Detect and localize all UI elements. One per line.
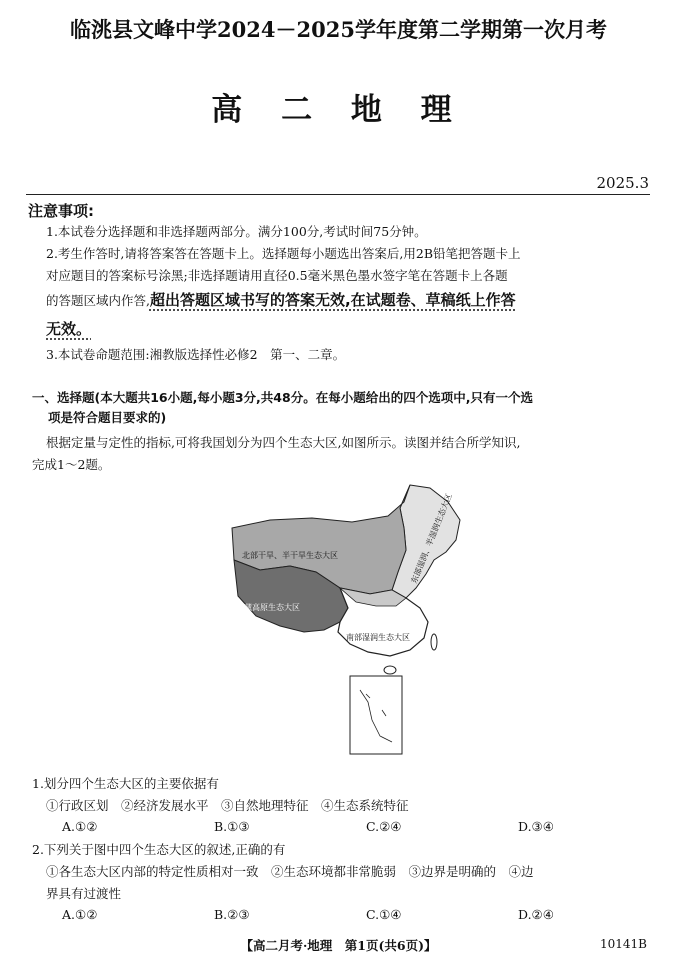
notice-item-2-line-3 — [46, 289, 656, 310]
question-2-option-d: D.②④ — [518, 907, 554, 922]
question-2-statements: ①各生态大区内部的特定性质相对一致 ②生态环境都非常脆弱 ③边界是明确的 ④边 — [46, 864, 534, 879]
question-1-statements: ①行政区划 ②经济发展水平 ③自然地理特征 ④生态系统特征 — [46, 798, 409, 813]
question-1-option-b: B.①③ — [214, 819, 250, 834]
section-1-title: 一、选择题(本大题共16小题,每小题3分,共48分。在每小题给出的四个选项中,只有一个选 — [32, 390, 533, 405]
china-eco-region-map — [220, 480, 470, 765]
page-footer: 【高二月考·地理 第1页(共6页)】 — [240, 938, 437, 953]
map-island-hainan — [384, 666, 396, 674]
question-1-option-a: A.①② — [62, 819, 98, 834]
notice-item-2-line-1: 2.考生作答时,请将答案答在答题卡上。选择题每小题选出答案后,用2B铅笔把答题卡上 — [46, 246, 521, 261]
section-1-intro-line-2: 完成1～2题。 — [32, 457, 111, 472]
map-label-northwest: 北部干旱、半干旱生态大区 — [242, 551, 338, 560]
question-2-option-b: B.②③ — [214, 907, 250, 922]
question-1-option-c: C.②④ — [366, 819, 402, 834]
question-2-stem: 2.下列关于图中四个生态大区的叙述,正确的有 — [32, 842, 286, 857]
notice-item-2-emphasis: 超出答题区域书写的答案无效,在试题卷、草稿纸上作答 — [149, 291, 516, 309]
notice-item-2-plain-text: 的答题区域内作答, — [46, 293, 150, 308]
question-2-statements-cont: 界具有过渡性 — [46, 886, 122, 901]
notice-item-1: 1.本试卷分选择题和非选择题两部分。满分100分,考试时间75分钟。 — [46, 224, 427, 239]
question-2-option-a: A.①② — [62, 907, 98, 922]
notice-item-2-emphasis-end: 无效。 — [46, 320, 92, 338]
subject-title: 高 二 地 理 — [211, 92, 466, 128]
map-label-south: 南部湿润生态大区 — [346, 633, 410, 642]
question-1-option-d: D.③④ — [518, 819, 554, 834]
notice-item-2-line-2: 对应题目的答案标号涂黑;非选择题请用直径0.5毫米黑色墨水签字笔在答题卡上各题 — [46, 268, 508, 283]
map-south-sea-inset — [350, 676, 402, 754]
header-divider — [26, 194, 650, 195]
section-1-title-cont: 项是符合题目要求的) — [48, 410, 167, 425]
map-island-taiwan — [431, 634, 437, 650]
notice-heading: 注意事项: — [28, 202, 94, 220]
exam-date: 2025.3 — [596, 174, 649, 192]
map-label-east-monsoon: 东部湿润、半湿润生态大区 — [409, 492, 454, 585]
section-1-intro-line-1: 根据定量与定性的指标,可将我国划分为四个生态大区,如图所示。读图并结合所学知识, — [46, 435, 521, 450]
exam-code: 10141B — [600, 937, 647, 951]
question-2-option-c: C.①④ — [366, 907, 402, 922]
question-1-stem: 1.划分四个生态大区的主要依据有 — [32, 776, 219, 791]
notice-item-3: 3.本试卷命题范围:湘教版选择性必修2 第一、二章。 — [46, 347, 346, 362]
exam-school-title: 临洮县文峰中学2024－2025学年度第二学期第一次月考 — [70, 17, 607, 42]
map-label-qinghai-tibet: 青藏高原生态大区 — [236, 603, 300, 612]
